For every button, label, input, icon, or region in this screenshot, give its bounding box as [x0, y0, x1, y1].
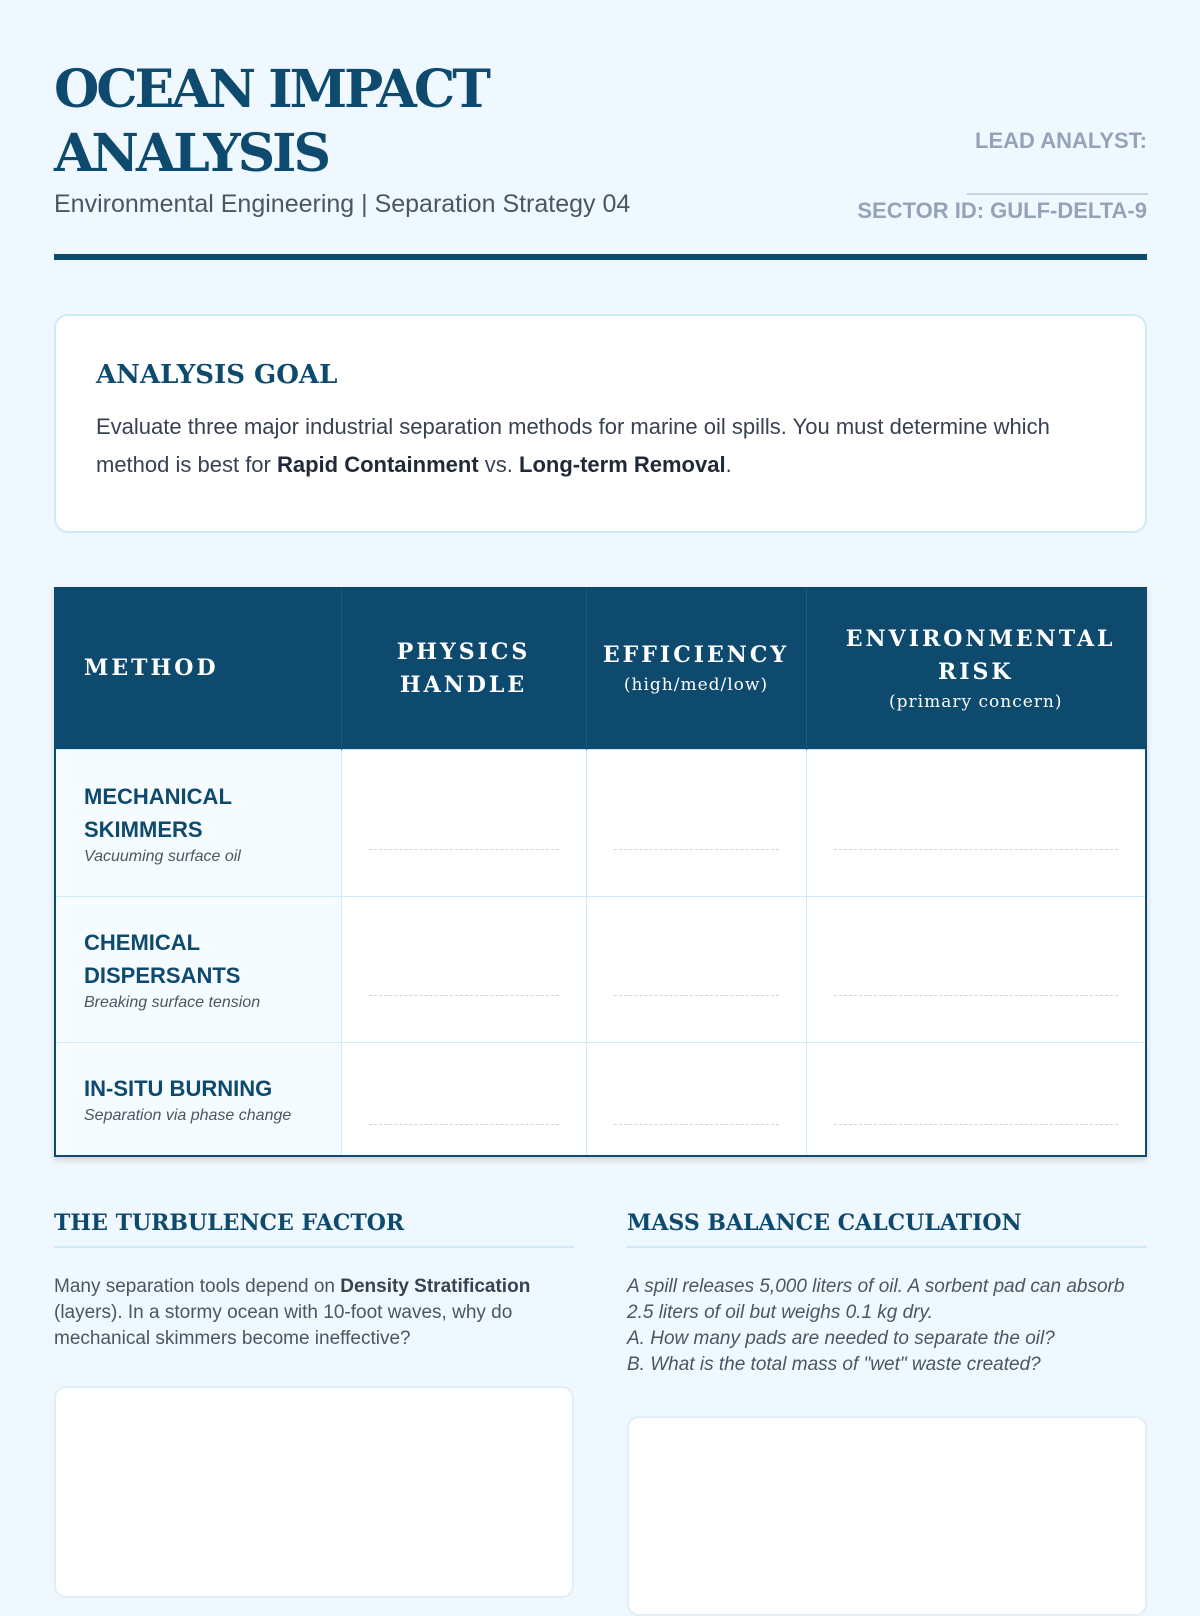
goal-text-part: Evaluate three major industrial separation methods for marine oil spills. You must determine which method is best for	[96, 414, 1050, 477]
risk-input[interactable]	[806, 896, 1146, 1042]
header-physics	[341, 588, 586, 749]
physics-input[interactable]	[341, 749, 586, 896]
lead-analyst-label: LEAD ANALYST:	[975, 128, 1147, 153]
question-part: (layers). In a stormy ocean with 10-foot waves, why do mechanical skimmers become ineffective?	[54, 1302, 513, 1349]
problem-text: A spill releases 5,000 liters of oil. A sorbent pad can absorb 2.5 liters of oil but weighs 0.1 kg dry.	[627, 1276, 1125, 1323]
header-sub: (high/med/low)	[623, 675, 769, 696]
question-part: Many separation tools depend on	[54, 1276, 341, 1297]
mass-balance-problem	[627, 1274, 1147, 1378]
mass-balance-section	[627, 1210, 1147, 1378]
physics-input[interactable]	[341, 896, 586, 1042]
question-emphasis: Density Stratification	[340, 1276, 531, 1297]
turbulence-question	[54, 1274, 574, 1352]
header-risk	[806, 588, 1146, 749]
goal-emphasis: Long-term Removal	[519, 452, 726, 477]
goal-text-part: vs.	[478, 452, 519, 477]
method-cell	[55, 1042, 341, 1156]
table-row	[55, 896, 1146, 1042]
method-name: MECHANICAL SKIMMERS	[84, 783, 232, 842]
method-desc: Separation via phase change	[84, 1107, 292, 1125]
header-label: ENVIRONMENTAL RISK	[845, 625, 1116, 685]
risk-input[interactable]	[806, 1042, 1146, 1156]
goal-heading: ANALYSIS GOAL	[96, 360, 338, 390]
header-sub: (primary concern)	[889, 691, 1063, 712]
mass-balance-answer-box[interactable]	[627, 1416, 1147, 1616]
analysis-goal-card	[54, 314, 1147, 533]
table-row	[55, 1042, 1146, 1156]
goal-text	[96, 408, 1105, 484]
question-b: B. What is the total mass of "wet" waste created?	[627, 1354, 1041, 1375]
efficiency-input[interactable]	[586, 896, 806, 1042]
method-desc: Vacuuming surface oil	[84, 847, 241, 865]
method-cell	[55, 896, 341, 1042]
header-label: PHYSICS HANDLE	[396, 638, 531, 698]
efficiency-input[interactable]	[586, 749, 806, 896]
question-a: A. How many pads are needed to separate the oil?	[627, 1328, 1055, 1349]
title-line: OCEAN IMPACT	[54, 59, 488, 120]
turbulence-section	[54, 1210, 574, 1352]
method-desc: Breaking surface tension	[84, 994, 261, 1011]
lead-analyst-field[interactable]: ________________	[967, 172, 1147, 197]
methods-table	[54, 587, 1147, 1157]
header-divider	[54, 254, 1147, 260]
table-header-row	[55, 588, 1146, 749]
method-cell	[55, 749, 341, 896]
method-name: IN-SITU BURNING	[84, 1076, 273, 1102]
risk-input[interactable]	[806, 749, 1146, 896]
title-line: ANALYSIS	[54, 123, 329, 184]
turbulence-answer-box[interactable]	[54, 1386, 574, 1598]
table-row	[55, 749, 1146, 896]
header-efficiency	[586, 588, 806, 749]
physics-input[interactable]	[341, 1042, 586, 1156]
efficiency-input[interactable]	[586, 1042, 806, 1156]
meta-block	[857, 128, 1147, 224]
header-label: EFFICIENCY	[602, 642, 790, 669]
method-name: CHEMICAL DISPERSANTS	[84, 930, 241, 988]
turbulence-heading: THE TURBULENCE FACTOR	[54, 1210, 574, 1248]
goal-emphasis: Rapid Containment	[276, 452, 479, 477]
subtitle: Environmental Engineering | Separation Strategy 04	[54, 190, 631, 218]
goal-text-part: .	[725, 452, 732, 477]
page-title	[54, 58, 574, 186]
sector-id: SECTOR ID: GULF-DELTA-9	[857, 198, 1147, 223]
header-method: METHOD	[55, 588, 341, 749]
mass-balance-heading: MASS BALANCE CALCULATION	[627, 1210, 1147, 1248]
